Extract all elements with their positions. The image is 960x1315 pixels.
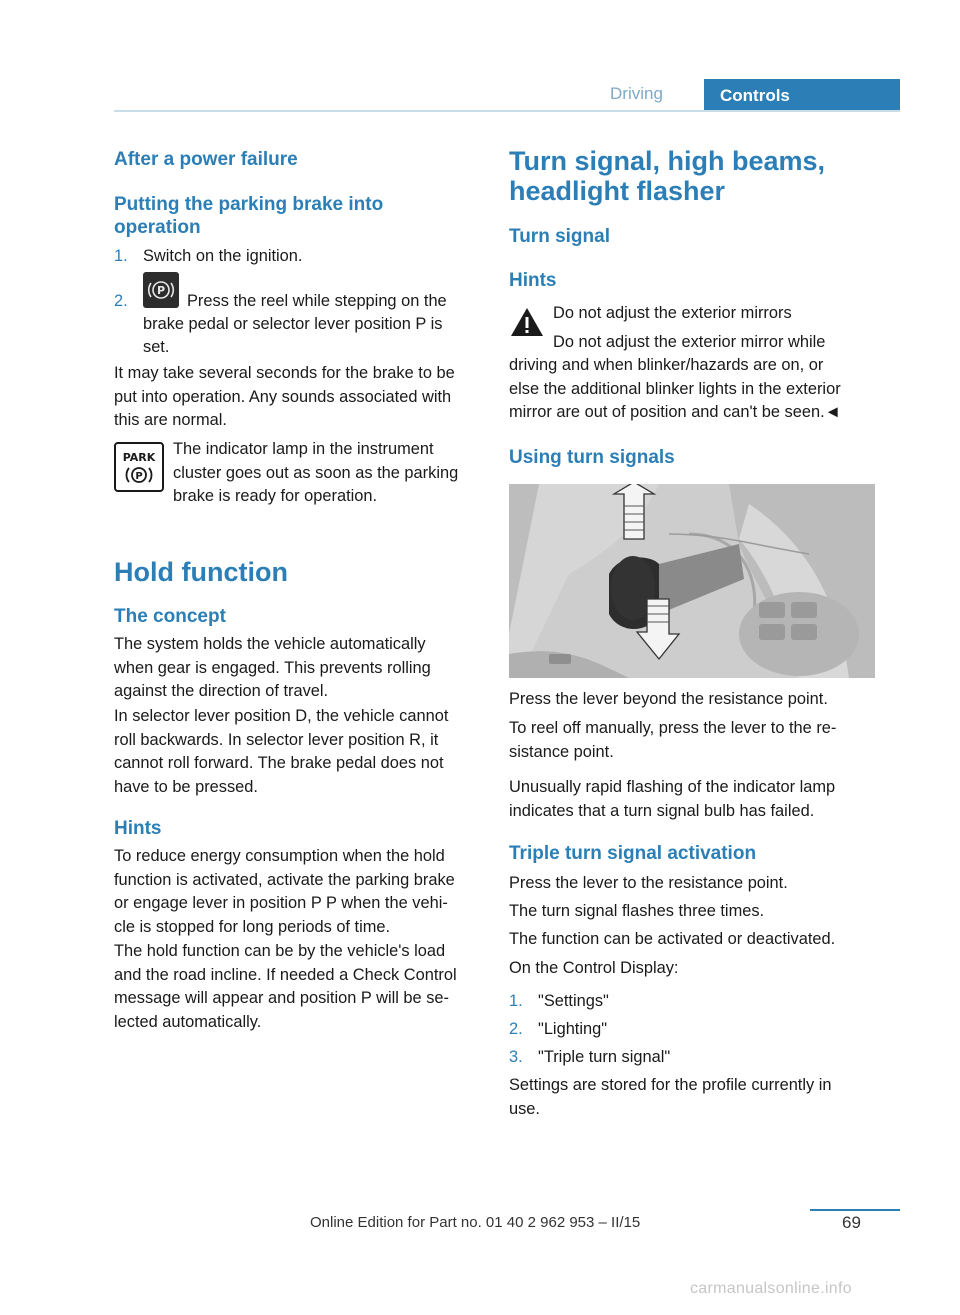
paragraph: The function can be activated or deactivated.: [509, 930, 836, 948]
paragraph: Press the lever beyond the resistance point.: [509, 690, 828, 708]
park-indicator-icon: [114, 442, 164, 492]
list-number: 3.: [509, 1048, 523, 1066]
header-section: Driving: [610, 84, 663, 103]
watermark[interactable]: carmanualsonline.info: [690, 1280, 852, 1297]
footer-rule: [810, 1209, 900, 1211]
list-item: "Triple turn signal": [538, 1048, 671, 1066]
footer-edition: Online Edition for Part no. 01 40 2 962 953 – II/15: [310, 1214, 641, 1231]
turn-signal-lever-illustration: [509, 484, 875, 678]
list-item: "Lighting": [538, 1020, 608, 1038]
list-number: 1.: [509, 992, 523, 1010]
svg-text:P: P: [135, 471, 143, 482]
paragraph: To reduce energy consumption when the hold function is activated, activate the parking brake or engage lever in position P P when the vehi- cle is stopped for long periods of time.: [114, 847, 455, 936]
paragraph: In selector lever position D, the vehicle cannot roll backwards. In selector lever position R, it cannot roll forward. The brake pedal does not have to be pressed.: [114, 707, 449, 796]
paragraph: The system holds the vehicle automatically when gear is engaged. This prevents rolling against the direction of travel.: [114, 635, 431, 700]
warning-triangle-icon: [509, 306, 545, 338]
step-number: 2.: [114, 292, 128, 310]
heading-hold-function: Hold function: [114, 557, 288, 587]
paragraph: The hold function can be by the vehicle's load and the road incline. If needed a Check Control message will appear and position P will be se- lected automatically.: [114, 942, 457, 1031]
svg-text:PARK: PARK: [122, 451, 156, 464]
heading-hints: Hints: [509, 270, 557, 291]
heading-triple-turn-signal: Triple turn signal activation: [509, 843, 757, 864]
paragraph: Press the lever to the resistance point.: [509, 874, 788, 892]
heading-hints: Hints: [114, 818, 162, 839]
heading-turn-signal: Turn signal: [509, 226, 610, 247]
header-tab: Controls: [704, 79, 900, 111]
indicator-text: The indicator lamp in the instrument cluster goes out as soon as the parking brake is ready for operation.: [173, 440, 459, 505]
paragraph: Unusually rapid flashing of the indicator lamp indicates that a turn signal bulb has failed.: [509, 778, 836, 820]
paragraph: It may take several seconds for the brake to be put into operation. Any sounds associated with this are normal.: [114, 364, 455, 429]
paragraph: Settings are stored for the profile currently in use.: [509, 1076, 832, 1118]
step-text: brake pedal or selector lever position P is: [143, 315, 443, 333]
heading-using-turn-signals: Using turn signals: [509, 447, 675, 468]
heading-the-concept: The concept: [114, 606, 226, 627]
header-rule: [114, 110, 900, 112]
svg-text:P: P: [156, 284, 166, 297]
step-number: 1.: [114, 247, 128, 265]
warning-text: Do not adjust the exterior mirror while: [553, 333, 826, 351]
step-text: Press the reel while stepping on the: [187, 292, 447, 310]
paragraph: The turn signal flashes three times.: [509, 902, 765, 920]
list-item: "Settings": [538, 992, 609, 1010]
step-text: Switch on the ignition.: [143, 247, 303, 265]
paragraph: On the Control Display:: [509, 959, 679, 977]
warning-title: Do not adjust the exterior mirrors: [553, 304, 792, 322]
heading-turn-signal-high-beams: Turn signal, high beams, headlight flasher: [509, 146, 826, 206]
heading-putting-parking-brake: Putting the parking brake into operation: [114, 194, 384, 238]
parking-brake-button-icon: [143, 272, 179, 308]
warning-text: driving and when blinker/hazards are on, or else the additional blinker lights in the exterior mirror are out of position and can't be seen.◄: [509, 356, 841, 421]
step-text: set.: [143, 338, 170, 356]
page-number: 69: [842, 1213, 861, 1232]
paragraph: To reel off manually, press the lever to the re- sistance point.: [509, 719, 837, 761]
heading-after-power-failure: After a power failure: [114, 149, 298, 170]
list-number: 2.: [509, 1020, 523, 1038]
